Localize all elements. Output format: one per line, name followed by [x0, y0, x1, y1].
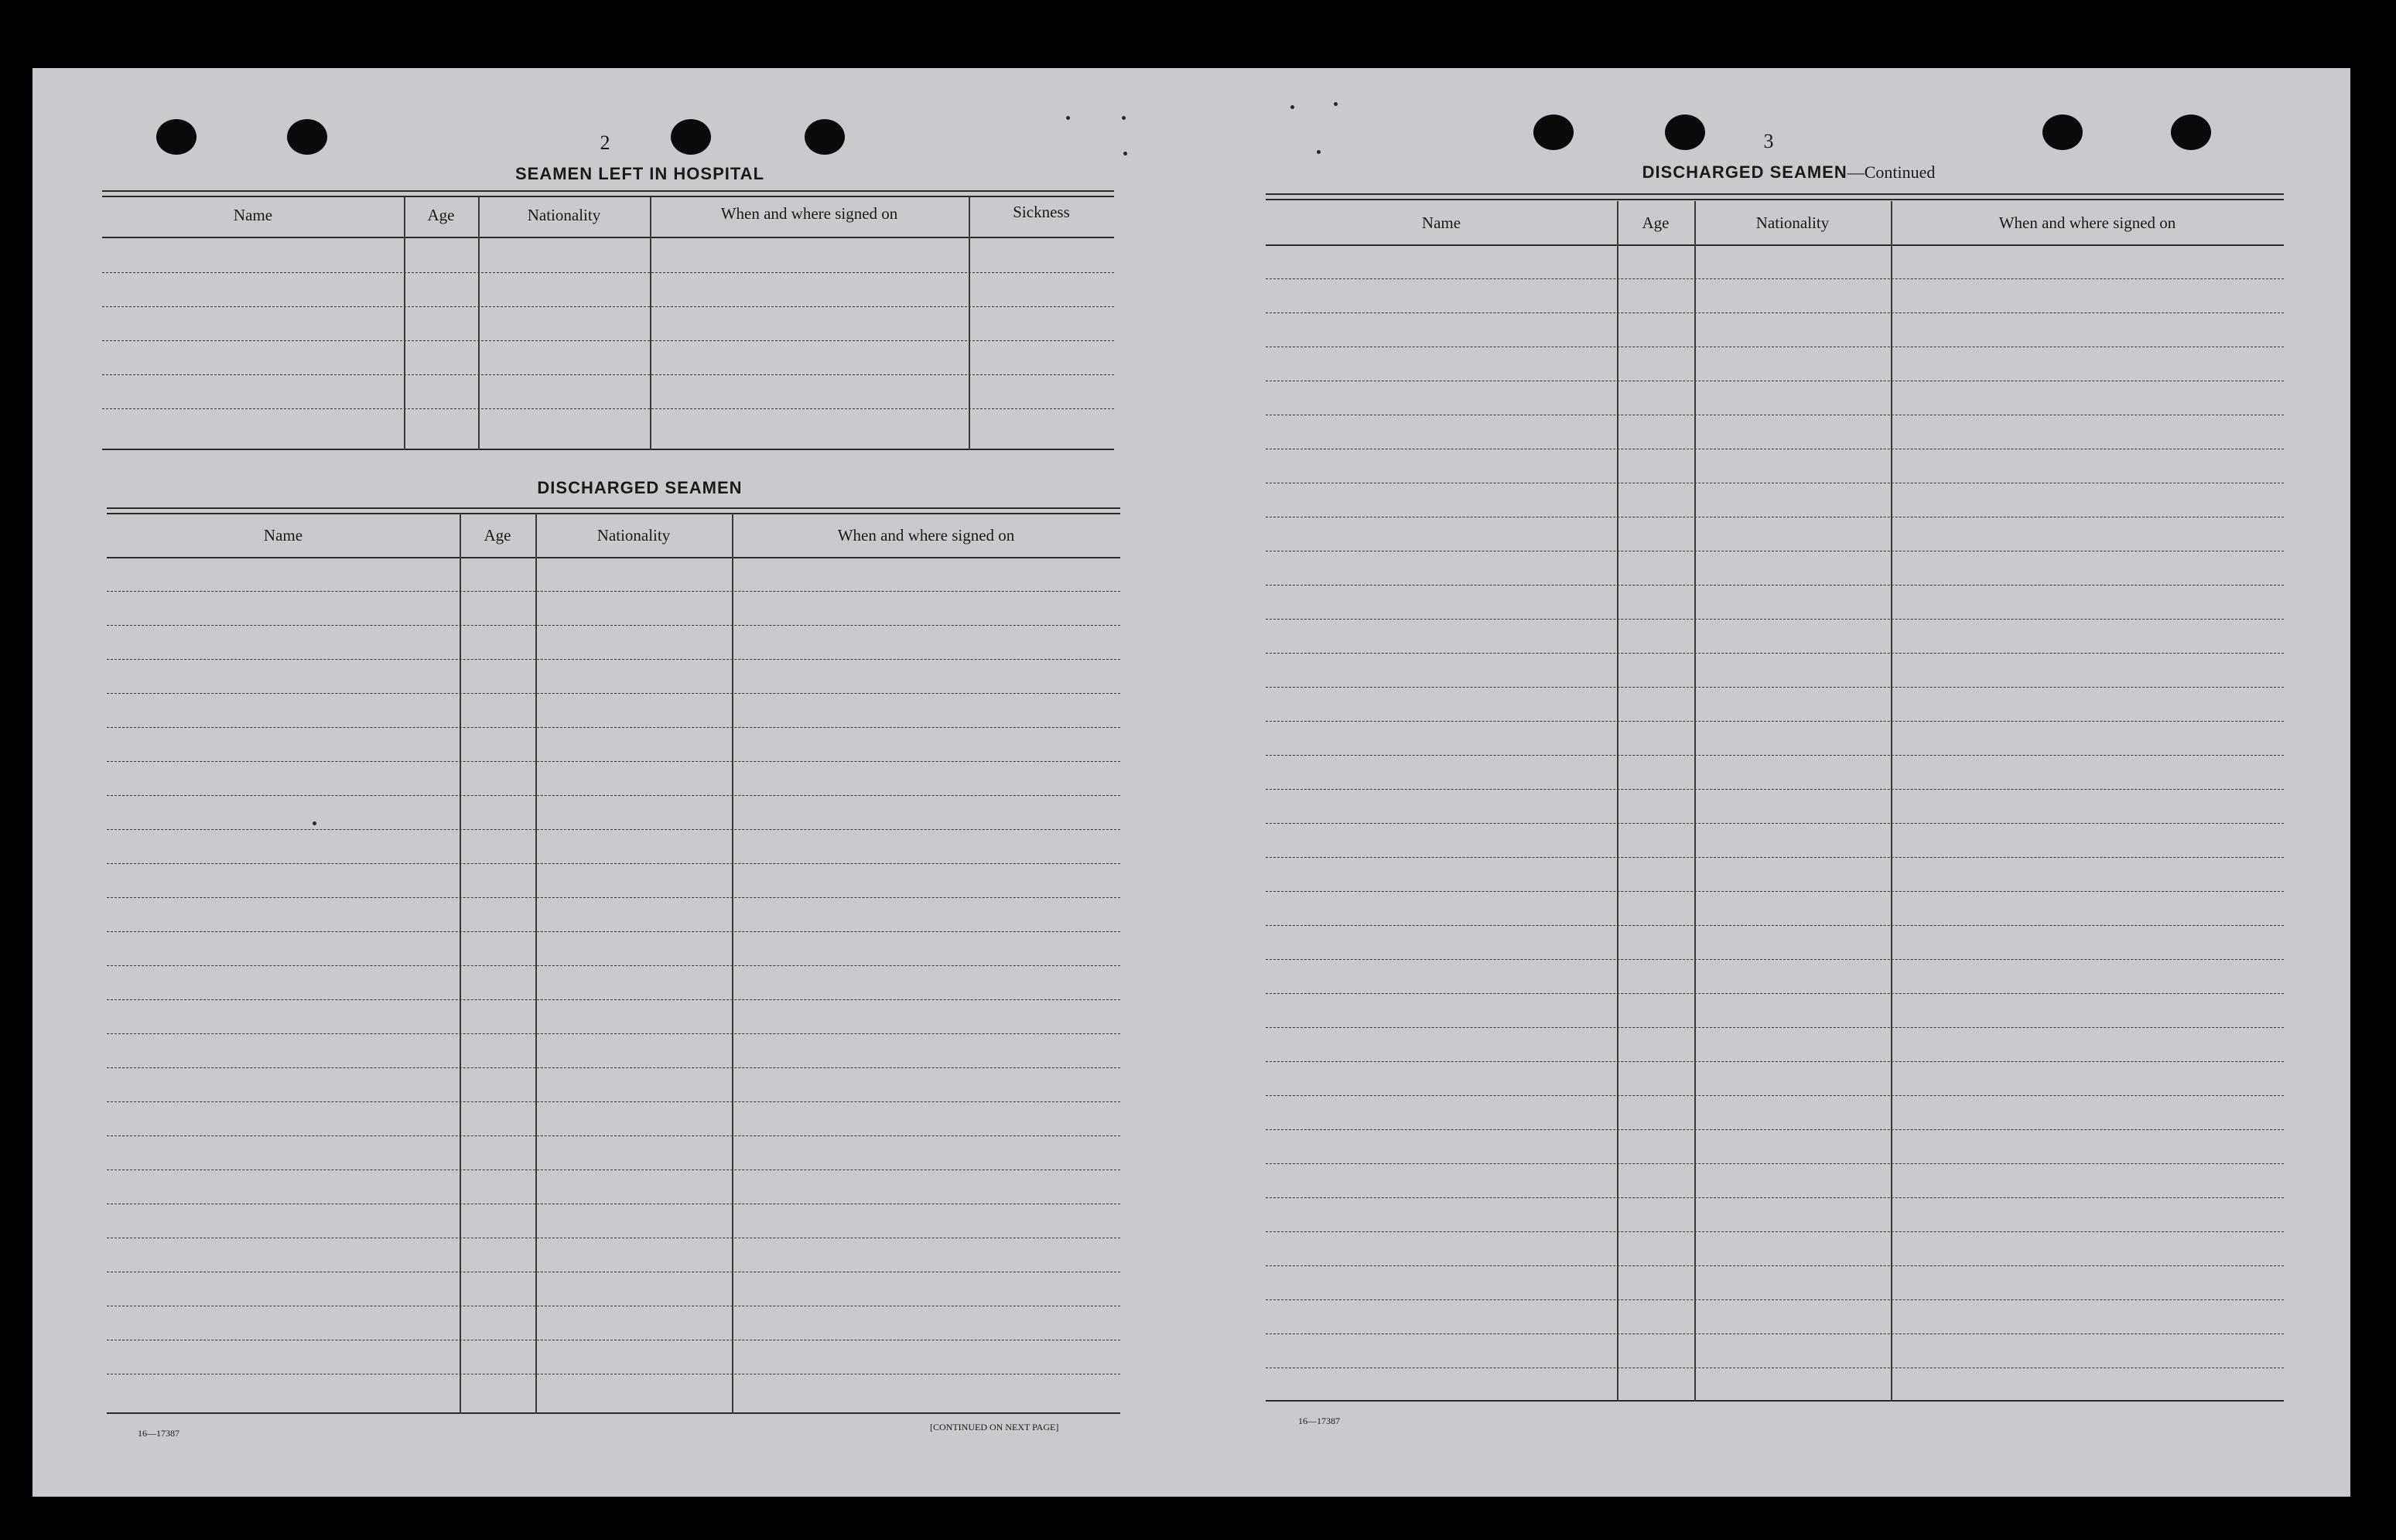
row-line	[107, 931, 1120, 932]
table-bottom-rule	[102, 449, 1114, 450]
row-line	[107, 965, 1120, 966]
column-divider	[404, 196, 405, 450]
title-main: DISCHARGED SEAMEN	[1642, 162, 1847, 182]
row-line	[102, 408, 1114, 409]
punch-hole	[2171, 114, 2211, 150]
punch-hole	[671, 119, 711, 155]
discharged-continued-title	[1441, 162, 2137, 183]
punch-hole	[1533, 114, 1574, 150]
row-line	[107, 693, 1120, 694]
ink-speck	[1334, 102, 1338, 106]
ink-speck	[1290, 105, 1294, 109]
column-header-nationality: Nationality	[596, 526, 671, 545]
row-line	[107, 591, 1120, 592]
punch-hole	[287, 119, 327, 155]
row-line	[107, 829, 1120, 830]
document-sheet	[32, 68, 2350, 1497]
column-divider	[650, 196, 651, 450]
row-line	[1266, 1163, 2284, 1164]
row-line	[107, 897, 1120, 898]
row-line	[1266, 891, 2284, 892]
row-line	[107, 727, 1120, 728]
punch-hole	[156, 119, 197, 155]
form-number-left: 16—17387	[138, 1428, 179, 1439]
row-line	[107, 1067, 1120, 1068]
column-divider	[1694, 201, 1696, 1402]
ink-speck	[1066, 116, 1070, 120]
row-line	[1266, 789, 2284, 790]
column-header-signed-on: When and where signed on	[837, 526, 1015, 545]
ink-speck	[1317, 150, 1321, 154]
row-line	[1266, 1197, 2284, 1198]
row-line	[107, 761, 1120, 762]
column-header-signed-on: When and where signed on	[1998, 213, 2176, 232]
row-line	[102, 306, 1114, 307]
column-header-age: Age	[427, 206, 455, 224]
page-number-left: 2	[600, 131, 610, 154]
row-line	[1266, 721, 2284, 722]
punch-hole	[2042, 114, 2083, 150]
row-line	[107, 795, 1120, 796]
row-line	[107, 1033, 1120, 1034]
row-line	[107, 863, 1120, 864]
column-divider	[1617, 201, 1618, 1402]
header-bottom-rule	[107, 557, 1120, 558]
hospital-table	[102, 190, 1114, 458]
ink-speck	[1122, 116, 1126, 120]
row-line	[102, 374, 1114, 375]
column-divider	[1891, 201, 1892, 1402]
header-bottom-rule	[102, 237, 1114, 238]
row-line	[107, 999, 1120, 1000]
column-header-age: Age	[1642, 213, 1670, 232]
punch-hole	[1665, 114, 1705, 150]
column-header-signed-on: When and where signed on	[720, 204, 898, 223]
row-line	[1266, 1027, 2284, 1028]
row-line	[1266, 1061, 2284, 1062]
row-line	[1266, 278, 2284, 279]
row-line	[102, 272, 1114, 273]
row-line	[1266, 687, 2284, 688]
row-line	[1266, 1299, 2284, 1300]
page-number-right: 3	[1763, 130, 1774, 152]
row-line	[1266, 1265, 2284, 1266]
row-line	[1266, 1333, 2284, 1334]
column-divider	[478, 196, 480, 450]
row-line	[1266, 1095, 2284, 1096]
row-line	[1266, 585, 2284, 586]
column-header-nationality: Nationality	[527, 206, 601, 224]
row-line	[1266, 619, 2284, 620]
row-line	[107, 1101, 1120, 1102]
header-bottom-rule	[1266, 244, 2284, 246]
column-header-age: Age	[484, 526, 511, 545]
ink-speck	[1123, 152, 1127, 155]
row-line	[1266, 755, 2284, 756]
row-line	[1266, 312, 2284, 313]
title-continued: —Continued	[1847, 162, 1936, 182]
table-top-rule	[1266, 193, 2284, 200]
column-header-name: Name	[1421, 213, 1461, 232]
row-line	[1266, 993, 2284, 994]
row-line	[107, 659, 1120, 660]
column-header-name: Name	[233, 206, 273, 224]
row-line	[107, 1135, 1120, 1136]
row-line	[1266, 1231, 2284, 1232]
row-line	[107, 625, 1120, 626]
row-line	[1266, 1129, 2284, 1130]
punch-hole	[805, 119, 845, 155]
column-header-name: Name	[263, 526, 303, 545]
column-divider	[732, 514, 733, 1414]
discharged-table-left	[107, 507, 1120, 1423]
row-line	[1266, 857, 2284, 858]
table-top-rule	[102, 190, 1114, 197]
row-line	[102, 340, 1114, 341]
column-header-nationality: Nationality	[1755, 213, 1830, 232]
row-line	[1266, 959, 2284, 960]
column-header-sickness: Sickness	[1013, 203, 1070, 221]
column-divider	[969, 196, 970, 450]
column-divider	[460, 514, 461, 1414]
discharged-table-right	[1266, 193, 2284, 1412]
row-line	[1266, 925, 2284, 926]
hospital-section-title: SEAMEN LEFT IN HOSPITAL	[514, 164, 765, 183]
table-bottom-rule	[1266, 1400, 2284, 1402]
table-top-rule	[107, 507, 1120, 514]
row-line	[1266, 823, 2284, 824]
discharged-section-title: DISCHARGED SEAMEN	[537, 478, 743, 497]
form-number-right: 16—17387	[1298, 1415, 1340, 1426]
continued-note: [CONTINUED ON NEXT PAGE]	[930, 1422, 1059, 1432]
row-line	[1266, 653, 2284, 654]
column-divider	[535, 514, 537, 1414]
table-bottom-rule	[107, 1412, 1120, 1414]
